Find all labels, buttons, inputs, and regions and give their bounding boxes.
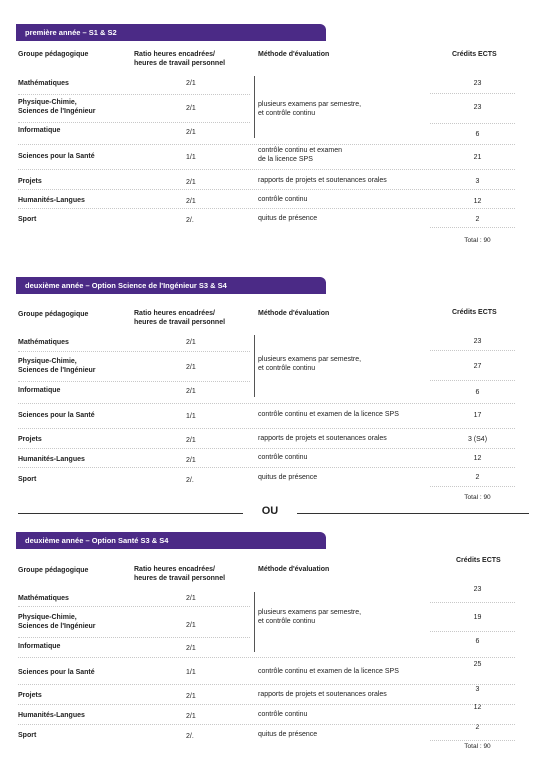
row-label: Informatique <box>18 127 61 134</box>
row-label: Sport <box>18 732 37 739</box>
row-label-line2: Sciences de l'Ingénieur <box>18 623 96 630</box>
row-separator <box>18 637 250 638</box>
group-method-line1: plusieurs examens par semestre, <box>258 609 362 616</box>
row-method: quitus de présence <box>258 731 318 738</box>
group-method-line2: et contrôle continu <box>258 365 316 372</box>
row-separator <box>430 123 515 124</box>
row-ects: 3 <box>475 686 480 693</box>
row-ratio: 2/1 <box>186 437 196 444</box>
row-ratio: 2/. <box>186 733 194 740</box>
row-ratio: 2/1 <box>186 364 196 371</box>
row-ects: 27 <box>473 363 482 370</box>
row-separator <box>430 380 515 381</box>
header-ratio-line2: heures de travail personnel <box>134 319 226 326</box>
row-separator <box>18 94 250 95</box>
row-ratio: 2/1 <box>186 713 196 720</box>
row-separator <box>18 684 515 685</box>
row-method: quitus de présence <box>258 215 318 222</box>
row-separator <box>430 740 515 741</box>
row-label: Mathématiques <box>18 339 69 346</box>
group-bracket <box>254 335 255 397</box>
row-method: rapports de projets et soutenances orales <box>258 177 387 184</box>
row-method: contrôle continu <box>258 454 308 461</box>
row-method: rapports de projets et soutenances orales <box>258 435 387 442</box>
group-method-line2: et contrôle continu <box>258 110 316 117</box>
header-ratio-line1: Ratio heures encadrées/ <box>134 310 215 317</box>
row-label-line1: Physique-Chimie, <box>18 99 77 106</box>
row-ects: 6 <box>475 389 480 396</box>
header-method: Méthode d'évaluation <box>258 51 330 58</box>
header-ects: Crédits ECTS <box>456 557 501 564</box>
row-ratio: 1/1 <box>186 413 196 420</box>
row-ratio: 2/1 <box>186 105 196 112</box>
row-label: Sciences pour la Santé <box>18 412 95 419</box>
row-label-line1: Physique-Chimie, <box>18 358 77 365</box>
row-method: contrôle continu et examen de la licence SPS <box>258 668 399 675</box>
row-ects: 6 <box>475 131 480 138</box>
row-ects: 19 <box>473 614 482 621</box>
row-ratio: 2/1 <box>186 179 196 186</box>
row-separator <box>18 403 515 404</box>
row-ects: 12 <box>473 455 482 462</box>
section-title: deuxième année – Option Santé S3 & S4 <box>16 532 326 549</box>
header-ratio-line1: Ratio heures encadrées/ <box>134 51 215 58</box>
row-separator <box>18 606 250 607</box>
row-label: Projets <box>18 178 42 185</box>
row-ratio: 2/. <box>186 477 194 484</box>
row-label: Mathématiques <box>18 595 69 602</box>
row-ects: 2 <box>475 724 480 731</box>
divider-left <box>18 513 243 514</box>
row-ects: 12 <box>473 198 482 205</box>
header-group: Groupe pédagogique <box>18 311 89 318</box>
row-method-line2: de la licence SPS <box>258 156 313 163</box>
row-ratio: 2/1 <box>186 339 196 346</box>
row-label-line2: Sciences de l'Ingénieur <box>18 367 96 374</box>
row-ratio: 2/1 <box>186 80 196 87</box>
row-separator <box>430 93 515 94</box>
row-separator <box>18 351 250 352</box>
row-ratio: 1/1 <box>186 669 196 676</box>
ou-separator: OU <box>261 505 279 517</box>
row-separator <box>18 724 515 725</box>
row-ects: 3 <box>475 178 480 185</box>
header-ects: Crédits ECTS <box>452 309 497 316</box>
section-title: première année – S1 & S2 <box>16 24 326 41</box>
row-ects: 2 <box>475 216 480 223</box>
row-ratio: 2/1 <box>186 693 196 700</box>
header-group: Groupe pédagogique <box>18 51 89 58</box>
row-label-line1: Physique-Chimie, <box>18 614 77 621</box>
header-method: Méthode d'évaluation <box>258 566 330 573</box>
row-method: contrôle continu <box>258 711 308 718</box>
row-ratio: 2/1 <box>186 622 196 629</box>
section-title: deuxième année – Option Science de l'Ingénieur S3 & S4 <box>16 277 326 294</box>
row-method-line1: contrôle continu et examen <box>258 147 343 154</box>
row-ects: 23 <box>473 338 482 345</box>
row-ects: 25 <box>473 661 482 668</box>
row-ratio: 2/. <box>186 217 194 224</box>
row-separator <box>430 602 515 603</box>
row-ects: 17 <box>473 412 482 419</box>
row-label: Sciences pour la Santé <box>18 669 95 676</box>
row-ratio: 1/1 <box>186 154 196 161</box>
row-separator <box>18 704 515 705</box>
total: Total : 90 <box>464 743 491 750</box>
row-separator <box>18 122 250 123</box>
header-group: Groupe pédagogique <box>18 567 89 574</box>
row-ratio: 2/1 <box>186 645 196 652</box>
row-ratio: 2/1 <box>186 595 196 602</box>
row-ects: 23 <box>473 104 482 111</box>
row-separator <box>18 467 515 468</box>
row-separator <box>18 144 515 145</box>
row-label-line2: Sciences de l'Ingénieur <box>18 108 96 115</box>
row-separator <box>18 169 515 170</box>
row-label: Sciences pour la Santé <box>18 153 95 160</box>
row-label: Humanités-Langues <box>18 197 85 204</box>
header-method: Méthode d'évaluation <box>258 310 330 317</box>
row-separator <box>18 657 515 658</box>
row-separator <box>430 227 515 228</box>
row-method: contrôle continu et examen de la licence SPS <box>258 411 399 418</box>
row-separator <box>430 631 515 632</box>
row-separator <box>430 486 515 487</box>
row-ratio: 2/1 <box>186 388 196 395</box>
group-method-line1: plusieurs examens par semestre, <box>258 101 362 108</box>
row-ects: 2 <box>475 474 480 481</box>
row-label: Sport <box>18 476 37 483</box>
row-ects: 3 (S4) <box>467 436 488 443</box>
row-ratio: 2/1 <box>186 198 196 205</box>
row-separator <box>430 350 515 351</box>
group-bracket <box>254 76 255 138</box>
group-bracket <box>254 592 255 652</box>
header-ects: Crédits ECTS <box>452 51 497 58</box>
row-label: Humanités-Langues <box>18 712 85 719</box>
row-separator <box>18 208 515 209</box>
row-label: Mathématiques <box>18 80 69 87</box>
row-label: Informatique <box>18 387 61 394</box>
group-method-line2: et contrôle continu <box>258 618 316 625</box>
row-separator <box>18 428 515 429</box>
row-separator <box>18 189 515 190</box>
row-ects: 23 <box>473 80 482 87</box>
row-label: Sport <box>18 216 37 223</box>
total: Total : 90 <box>464 494 491 501</box>
total: Total : 90 <box>464 237 491 244</box>
group-method-line1: plusieurs examens par semestre, <box>258 356 362 363</box>
row-label: Informatique <box>18 643 61 650</box>
row-ratio: 2/1 <box>186 129 196 136</box>
divider-right <box>297 513 529 514</box>
row-separator <box>18 448 515 449</box>
row-label: Projets <box>18 436 42 443</box>
row-ects: 12 <box>473 704 482 711</box>
header-ratio-line2: heures de travail personnel <box>134 575 226 582</box>
header-ratio-line2: heures de travail personnel <box>134 60 226 67</box>
row-ects: 23 <box>473 586 482 593</box>
header-ratio-line1: Ratio heures encadrées/ <box>134 566 215 573</box>
row-ects: 21 <box>473 154 482 161</box>
row-ects: 6 <box>475 638 480 645</box>
row-method: rapports de projets et soutenances orales <box>258 691 387 698</box>
row-ratio: 2/1 <box>186 457 196 464</box>
row-separator <box>18 381 250 382</box>
row-label: Projets <box>18 692 42 699</box>
row-label: Humanités-Langues <box>18 456 85 463</box>
row-method: quitus de présence <box>258 474 318 481</box>
row-method: contrôle continu <box>258 196 308 203</box>
